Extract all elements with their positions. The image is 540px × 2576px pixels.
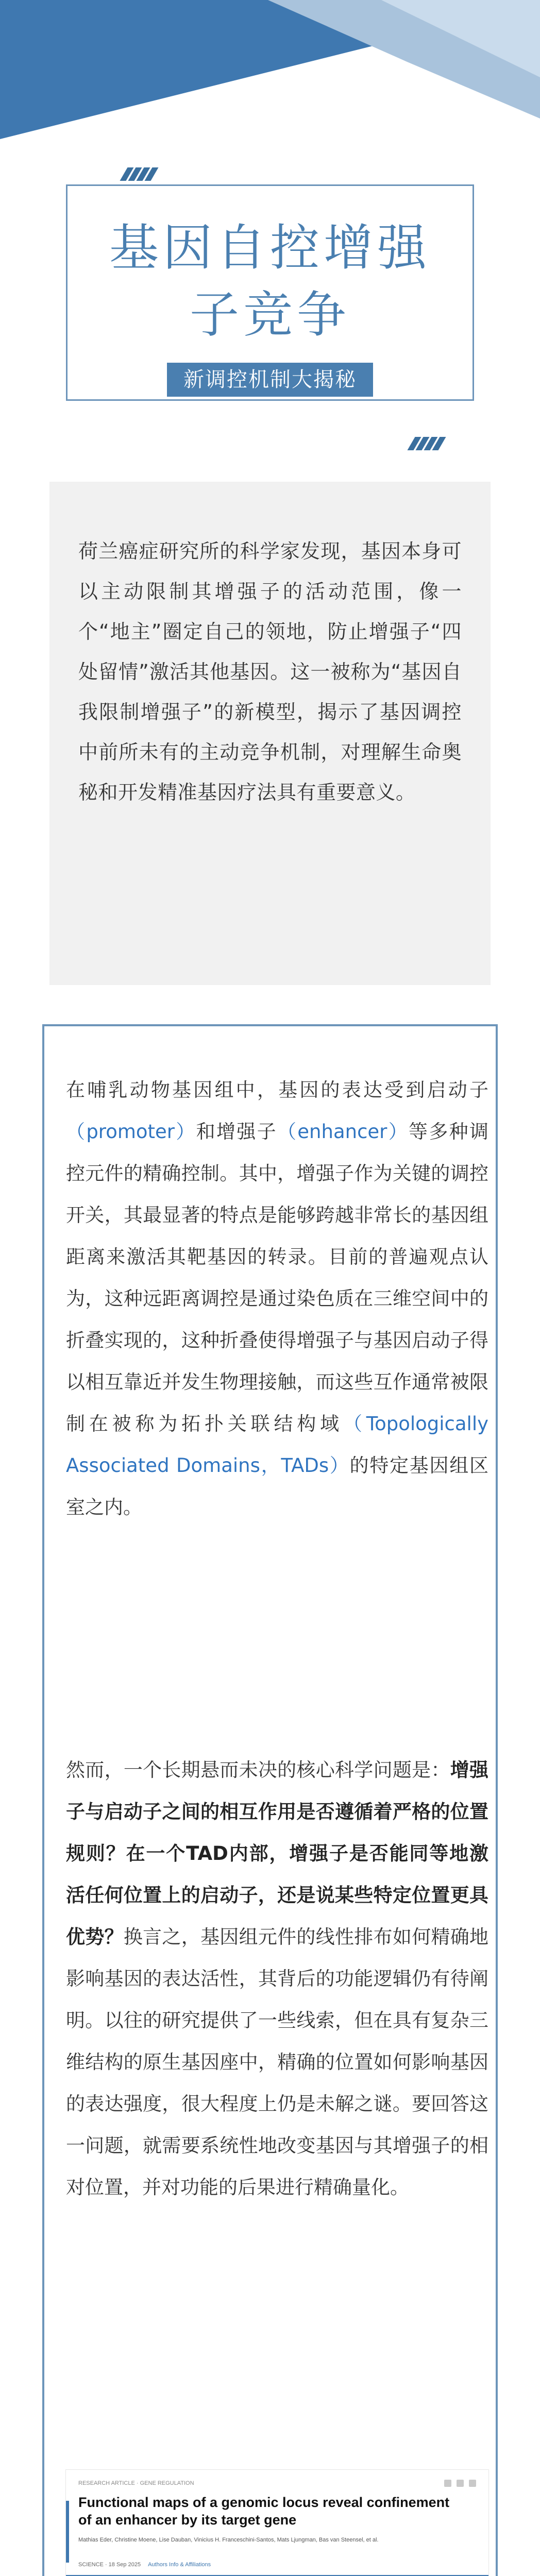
share-icon	[444, 2480, 451, 2487]
para1-text-2: 和增强子	[196, 1121, 277, 1143]
paragraph-background	[66, 1069, 488, 1528]
page-subtitle: 新调控机制大揭秘	[167, 363, 373, 397]
stripe-ornament-top	[124, 167, 155, 181]
paper-journal-tag: RESEARCH ARTICLE · GENE REGULATION	[78, 2480, 194, 2486]
paper-authors-link[interactable]: Authors Info & Affiliations	[148, 2562, 211, 2568]
paper-top-bar	[78, 2478, 476, 2488]
paper-title: Functional maps of a genomic locus reveal confinement of an enhancer by its target gene	[78, 2495, 450, 2528]
promoter-term: （promoter）	[66, 1121, 196, 1143]
intro-box	[49, 482, 491, 985]
paper-share-icons	[444, 2480, 476, 2487]
core-question: 增强子与启动子之间的相互作用是否遵循着严格的位置规则？在一个TAD内部，增强子是否能同等地激活任何位置上的启动子，还是说某些特定位置更具优势？	[66, 1759, 489, 1948]
para2-text-1: 然而，一个长期悬而未决的核心科学问题是：	[66, 1759, 450, 1781]
paper-meta-row	[78, 2561, 475, 2569]
title-block	[66, 184, 474, 427]
twitter-icon	[457, 2480, 464, 2487]
para1-text-3: 等多种调控元件的精确控制。其中，增强子作为关键的调控开关，其最显著的特点是能够跨越非常长的基因组距离来激活其靶基因的转录。目前的普遍观点认为，这种远距离调控是通过染色质在三维空间中的折叠实现的，这种折叠使得增强子与基因启动子得以相互靠近并发生物理接触，而这些互作通常被限制在被称为拓扑关联结构域	[66, 1121, 489, 1435]
intro-text: 荷兰癌症研究所的科学家发现，基因本身可以主动限制其增强子的活动范围，像一个“地主”圈定自己的领地，防止增强子“四处留情”激活其他基因。这一被称为“基因自我限制增强子”的新模型，揭示了基因调控中前所未有的主动竞争机制，对理解生命奥秘和开发精准基因疗法具有重要意义。	[78, 540, 462, 804]
paper-authors: Mathias Eder, Christine Moene, Lise Dauban, Vinicius H. Franceschini-Santos, Mats Ljungman, Bas van Steensel, et al.	[78, 2537, 379, 2543]
page-title-line-1: 基因自控增强	[109, 219, 431, 277]
header-decoration	[0, 0, 540, 139]
para2-text-2: 换言之，基因组元件的线性排布如何精确地影响基因的表达活性，其背后的功能逻辑仍有待阐明。以往的研究提供了一些线索，但在具有复杂三维结构的原生基因座中，精确的位置如何影响基因的表达强度，很大程度上仍是未解之谜。要回答这一问题，就需要系统性地改变基因与其增强子的相对位置，并对功能的后果进行精确量化。	[66, 1926, 489, 2198]
para1-text-1: 在哺乳动物基因组中，基因的表达受到启动子	[66, 1079, 488, 1101]
enhancer-term: （enhancer）	[277, 1121, 409, 1143]
para1-text-4: 的特定基因组区室之内。	[66, 1454, 488, 1518]
paper-screenshot	[66, 2470, 488, 2576]
page-title-line-2: 子竞争	[190, 286, 350, 344]
email-icon	[469, 2480, 476, 2487]
paper-meta: SCIENCE · 18 Sep 2025	[78, 2562, 141, 2568]
stripe-ornament-bottom	[411, 437, 442, 450]
tad-term: （Topologically Associated Domains，TADs）	[66, 1413, 488, 1477]
paragraph-question	[66, 1749, 488, 2208]
paper-accent-bar	[66, 2501, 69, 2563]
